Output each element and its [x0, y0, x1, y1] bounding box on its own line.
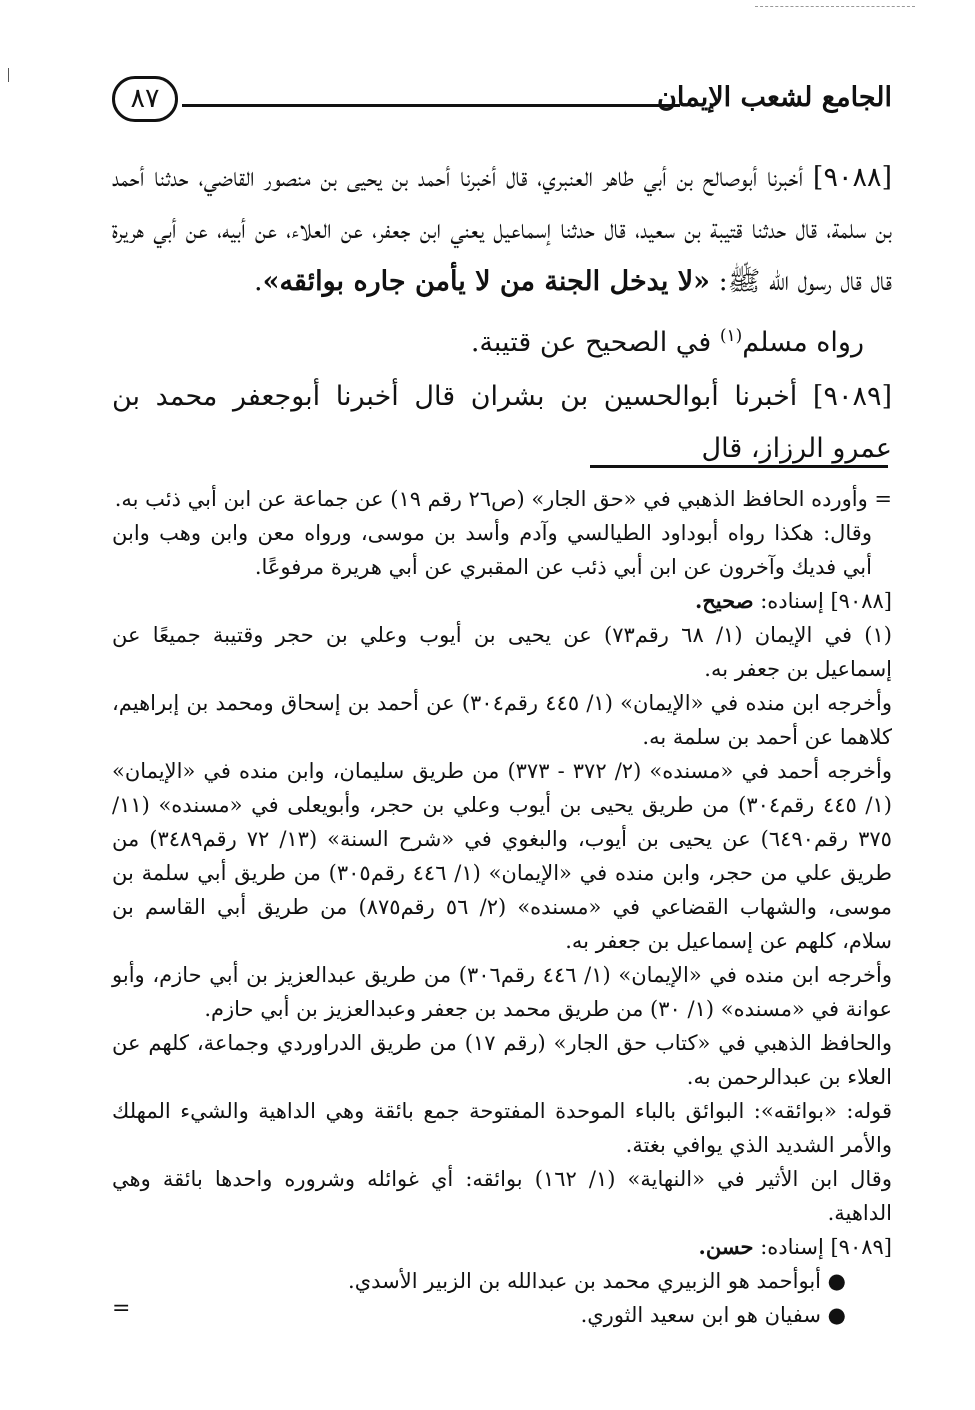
bullet-item: ● أبوأحمد هو الزبيري محمد بن عبدالله بن الزبير الأسدي.: [348, 1269, 846, 1293]
grade-label: [٩٠٨٨] إسناده:: [753, 589, 892, 613]
continuation-mark: =: [112, 1296, 131, 1321]
footnote-line: قوله: «بوائقه»: البوائق بالباء الموحدة المفتوحة جمع بائقة وهي الداهية والشيء المهلك والأمر الشديد الذي يوافي بغتة.: [112, 1099, 892, 1157]
running-title: الجامع لشعب الإيمان: [657, 82, 892, 113]
takhrij-muslim: [112, 310, 892, 369]
footnote-line: وأخرجه أحمد في «مسنده» (٢/ ٣٧٢ - ٣٧٣) من طريق سليمان، وابن منده في «الإيمان» (١/ ٤٤٥ رقم٣٠٤) من طريق يحيى بن أيوب وعلي بن حجر، وأبويعلى في «مسنده» (١١/ ٣٧٥ رقم٦٤٩٠) عن يحيى بن أيوب، والبغوي في «شرح السنة» (١٣/ ٧٢ رقم٣٤٨٩) من طريق علي من حجر، وابن منده في «الإيمان» (١/ ٤٤٦ رقم٣٠٥) من طريق أبي سلمة بن موسى، والشهاب القضاعي في «مسنده» (٢/ ٥٦ رقم٨٧٥) من طريق أبي القاسم بن سلام، كلهم عن إسماعيل بن جعفر به.: [112, 759, 892, 953]
grade-value: صحيح.: [694, 588, 754, 613]
footnote-line: وأخرجه ابن منده في «الإيمان» (١/ ٤٤٥ رقم٣٠٤) عن أحمد بن إسحاق ومحمد بن إبراهيم، كلاهما عن أحمد بن سلمة به.: [112, 691, 892, 749]
takhrij-muslim-pre: رواه مسلم: [742, 327, 864, 358]
footnote-grade-9088: [112, 584, 892, 618]
hadith-9088: [112, 152, 892, 308]
hadith-9089: [٩٠٨٩] أخبرنا أبوالحسين بن بشران قال أخبرنا أبوجعفر محمد بن عمرو الرزاز، قال: [112, 381, 892, 464]
footnote-ref-1: (١): [719, 326, 743, 346]
hadith-9088-matn: «لا يدخل الجنة من لا يأمن جاره بوائقه»: [262, 266, 711, 297]
bullet-item: ● سفيان هو ابن سعيد الثوري.: [580, 1303, 846, 1327]
takhrij-muslim-post: في الصحيح عن قتيبة.: [470, 327, 720, 358]
footnote-grade-9089: [112, 1230, 892, 1264]
footnote-separator: [590, 465, 888, 468]
header-rule: [182, 104, 680, 107]
footnote-line: وقال ابن الأثير في «النهاية» (١/ ١٦٢) بوائقه: أي غوائله وشروره واحدها بائقة وهي الداهية.: [112, 1167, 892, 1225]
scan-artifact: [755, 6, 915, 7]
footnote-1: (١) في الإيمان (١/ ٦٨ رقم٧٣) عن يحيى بن أيوب وعلي بن حجر وقتيبة جميعًا عن إسماعيل بن جعفر به.: [112, 623, 892, 681]
main-text: [112, 152, 892, 475]
footnote-line: وقال: هكذا رواه أبوداود الطيالسي وآدم وأسد بن موسى، ورواه معن وابن وهب وابن أبي فديك وآخرون عن ابن أبي ذئب عن المقبري عن أبي هريرة مرفوعًا.: [112, 521, 872, 579]
footnote-line: وأخرجه ابن منده في «الإيمان» (١/ ٤٤٦ رقم٣٠٦) من طريق عبدالعزيز بن أبي حازم، وأبو عوانة في «مسنده» (١/ ٣٠) من طريق محمد بن جعفر وعبدالعزيز بن أبي حازم.: [112, 963, 892, 1021]
grade-label: [٩٠٨٩] إسناده:: [753, 1235, 892, 1259]
footnotes: [112, 482, 892, 1332]
grade-value: حسن.: [698, 1234, 754, 1259]
scan-artifact: [8, 68, 9, 82]
hadith-9088-isnad: [٩٠٨٨] أخبرنا أبوصالح بن أبي طاهر العنبري، قال أخبرنا أحمد بن يحيى بن منصور القاضي، حدثنا أحمد بن سلمة، قال حدثنا قتيبة بن سعيد، قال حدثنا إسماعيل يعني ابن جعفر، عن العلاء، عن أبيه، عن أبي هريرة قال قال رسول الله ﷺ:: [112, 162, 892, 297]
footnote-line: والحافظ الذهبي في «كتاب حق الجار» (رقم ١٧) من طريق الدراوردي وجماعة، كلهم عن العلاء بن عبدالرحمن به.: [112, 1031, 892, 1089]
footnote-line: = وأورده الحافظ الذهبي في «حق الجار» (ص٢٦ رقم ١٩) عن جماعة عن ابن أبي ذئب به.: [114, 487, 892, 511]
hadith-9088-end: .: [253, 266, 263, 297]
page-number: ٨٧: [112, 76, 178, 122]
running-head: [112, 76, 892, 132]
